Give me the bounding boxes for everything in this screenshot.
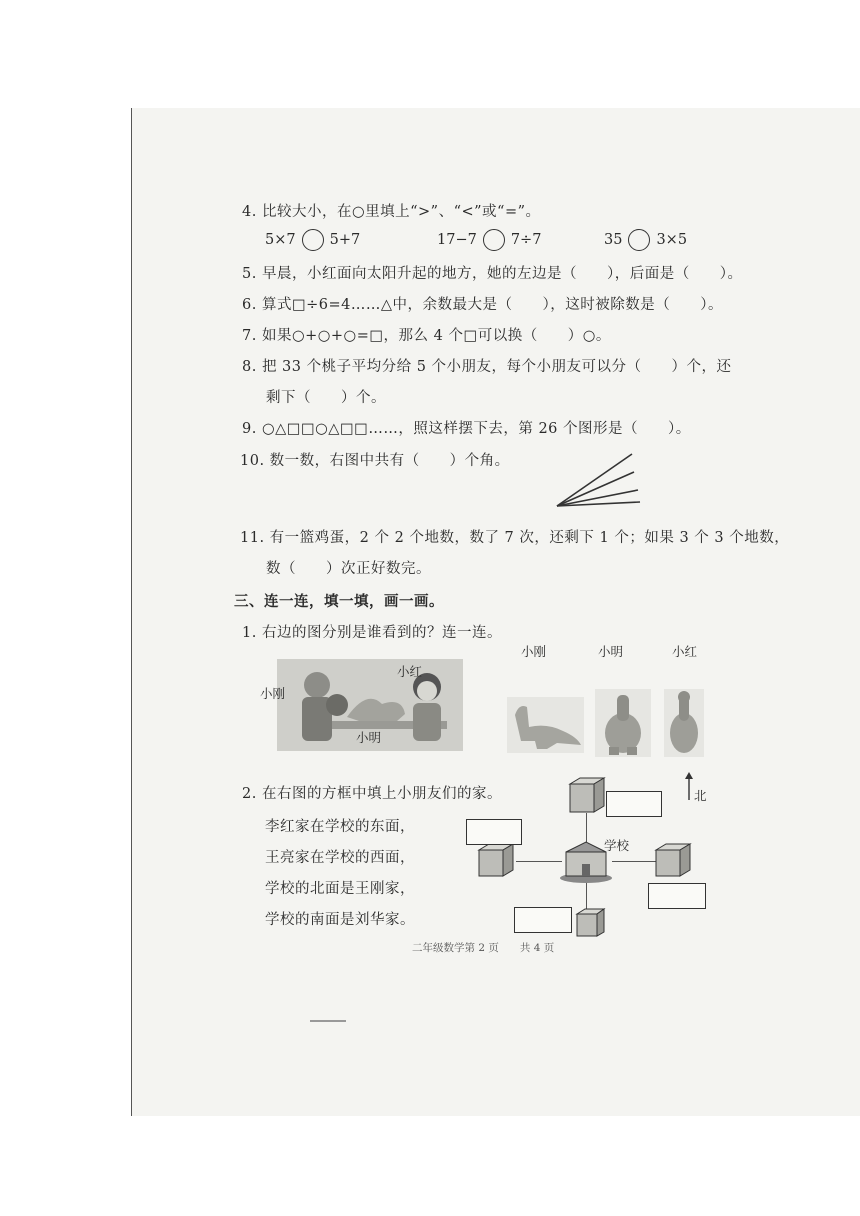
map-line-west — [516, 861, 562, 862]
compare-right: 3×5 — [656, 232, 688, 248]
east-home-box[interactable] — [648, 883, 706, 909]
section3-question-1: 1. 右边的图分别是谁看到的？连一连。 — [242, 625, 502, 641]
west-home-box[interactable] — [466, 819, 522, 845]
dinosaur-front-view[interactable] — [664, 689, 704, 757]
picture-label-xiaogang: 小刚 — [260, 686, 286, 701]
building-east-icon — [652, 840, 692, 880]
clue-3: 学校的北面是王刚家， — [265, 881, 415, 897]
map-line-east — [612, 861, 656, 862]
compare-item-3 — [604, 229, 687, 251]
section-3-title: 三、连一连，填一填，画一画。 — [234, 593, 444, 610]
compare-left: 17−7 — [437, 232, 477, 248]
picture-label-xiaohong: 小红 — [397, 664, 423, 679]
exam-page — [132, 108, 860, 1116]
dinosaur-side-view[interactable] — [507, 697, 584, 753]
answer-circle[interactable] — [628, 229, 650, 251]
clue-2: 王亮家在学校的西面， — [265, 850, 415, 866]
answer-circle[interactable] — [483, 229, 505, 251]
compare-left: 35 — [604, 232, 623, 248]
building-north-icon — [566, 776, 606, 816]
compare-item-1 — [265, 229, 360, 251]
scan-smudge — [310, 1020, 346, 1022]
question-8-line2: 剩下（ ）个。 — [266, 390, 386, 406]
clue-4: 学校的南面是刘华家。 — [265, 912, 415, 928]
building-south-icon — [574, 906, 606, 940]
angle-figure — [552, 450, 642, 510]
compare-right: 7÷7 — [510, 232, 542, 248]
school-label: 学校 — [604, 838, 630, 853]
picture-label-xiaoming: 小明 — [356, 730, 382, 745]
compare-left: 5×7 — [265, 232, 296, 248]
page-footer: 二年级数学第 2 页 共 4 页 — [412, 942, 555, 954]
question-9: 9. ○△□□○△□□……，照这样摆下去，第 26 个图形是（ ）。 — [242, 421, 691, 437]
question-4: 4. 比较大小，在○里填上“>”、“<”或“=”。 — [242, 204, 541, 220]
question-8-line1: 8. 把 33 个桃子平均分给 5 个小朋友，每个小朋友可以分（ ）个，还 — [242, 359, 732, 375]
south-home-box[interactable] — [514, 907, 572, 933]
view-label-xiaoming: 小明 — [598, 644, 624, 659]
clue-1: 李红家在学校的东面， — [265, 819, 415, 835]
question-6: 6. 算式□÷6=4……△中，余数最大是（ ），这时被除数是（ ）。 — [242, 297, 724, 313]
question-11-line1: 11. 有一篮鸡蛋，2 个 2 个地数，数了 7 次，还剩下 1 个；如果 3 个 3 个地数， — [240, 530, 790, 546]
compare-item-2 — [437, 229, 541, 251]
question-5: 5. 早晨，小红面向太阳升起的地方，她的左边是（ ），后面是（ ）。 — [242, 266, 743, 282]
section3-question-2: 2. 在右图的方框中填上小朋友们的家。 — [242, 786, 502, 802]
dinosaur-back-view[interactable] — [595, 689, 651, 757]
compare-right: 5+7 — [329, 232, 361, 248]
question-10: 10. 数一数，右图中共有（ ）个角。 — [240, 453, 510, 469]
building-west-icon — [475, 840, 515, 880]
north-label: 北 — [694, 788, 707, 803]
question-7: 7. 如果○+○+○=□，那么 4 个□可以换（ ）○。 — [242, 328, 611, 344]
view-label-xiaogang: 小刚 — [521, 644, 547, 659]
question-11-line2: 数（ ）次正好数完。 — [266, 561, 431, 577]
north-home-box[interactable] — [606, 791, 662, 817]
answer-circle[interactable] — [302, 229, 324, 251]
view-label-xiaohong: 小红 — [672, 644, 698, 659]
